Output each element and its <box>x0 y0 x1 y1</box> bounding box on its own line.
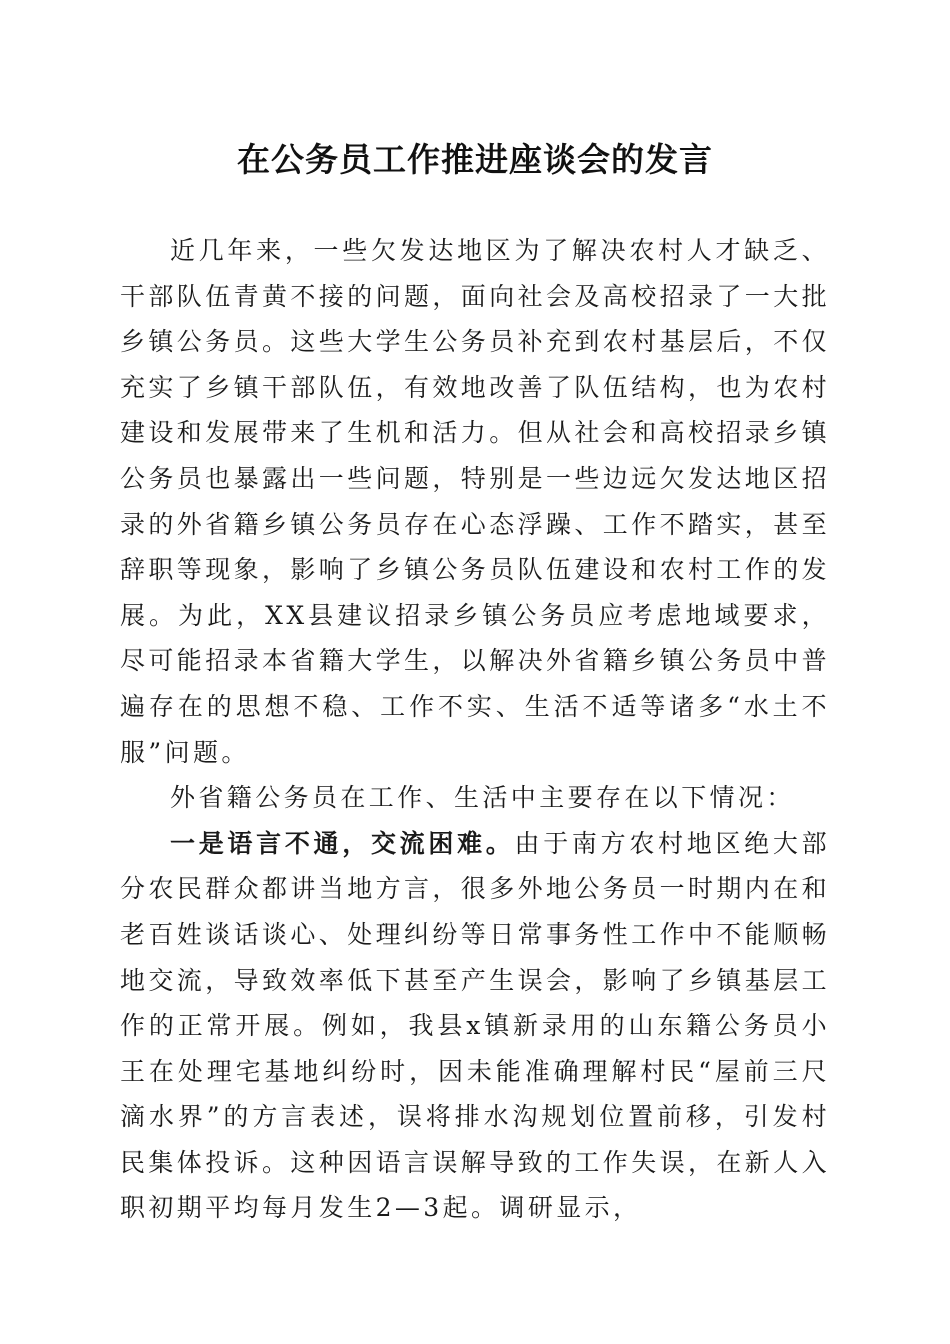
document-title: 在公务员工作推进座谈会的发言 <box>237 140 713 179</box>
paragraph-lead: 一是语言不通，交流困难。 <box>170 828 515 858</box>
document-body <box>120 228 830 1231</box>
paragraph-intro <box>120 228 830 775</box>
paragraph-situation-overview <box>120 775 830 821</box>
paragraph-text: 由于南方农村地区绝大部分农民群众都讲当地方言，很多外地公务员一时期内在和老百姓谈话谈心、处理纠纷等日常事务性工作中不能顺畅地交流，导致效率低下甚至产生误会，影响了乡镇基层工作的正常开展。例如，我县x镇新录用的山东籍公务员小王在处理宅基地纠纷时，因未能准确理解村民“屋前三尺滴水界”的方言表述，误将排水沟规划位置前移，引发村民集体投诉。这种因语言误解导致的工作失误，在新人入职初期平均每月发生2—3起。调研显示， <box>120 828 831 1223</box>
paragraph-text: 外省籍公务员在工作、生活中主要存在以下情况： <box>170 783 795 813</box>
paragraph-language-barrier <box>120 821 830 1231</box>
paragraph-text: 近几年来，一些欠发达地区为了解决农村人才缺乏、干部队伍青黄不接的问题，面向社会及高校招录了一大批乡镇公务员。这些大学生公务员补充到农村基层后，不仅充实了乡镇干部队伍，有效地改善了队伍结构，也为农村建设和发展带来了生机和活力。但从社会和高校招录乡镇公务员也暴露出一些问题，特别是一些边远欠发达地区招录的外省籍乡镇公务员存在心态浮躁、工作不踏实，甚至辞职等现象，影响了乡镇公务员队伍建设和农村工作的发展。为此，XX县建议招录乡镇公务员应考虑地域要求，尽可能招录本省籍大学生，以解决外省籍乡镇公务员中普遍存在的思想不稳、工作不实、生活不适等诸多“水土不服”问题。 <box>120 236 831 767</box>
